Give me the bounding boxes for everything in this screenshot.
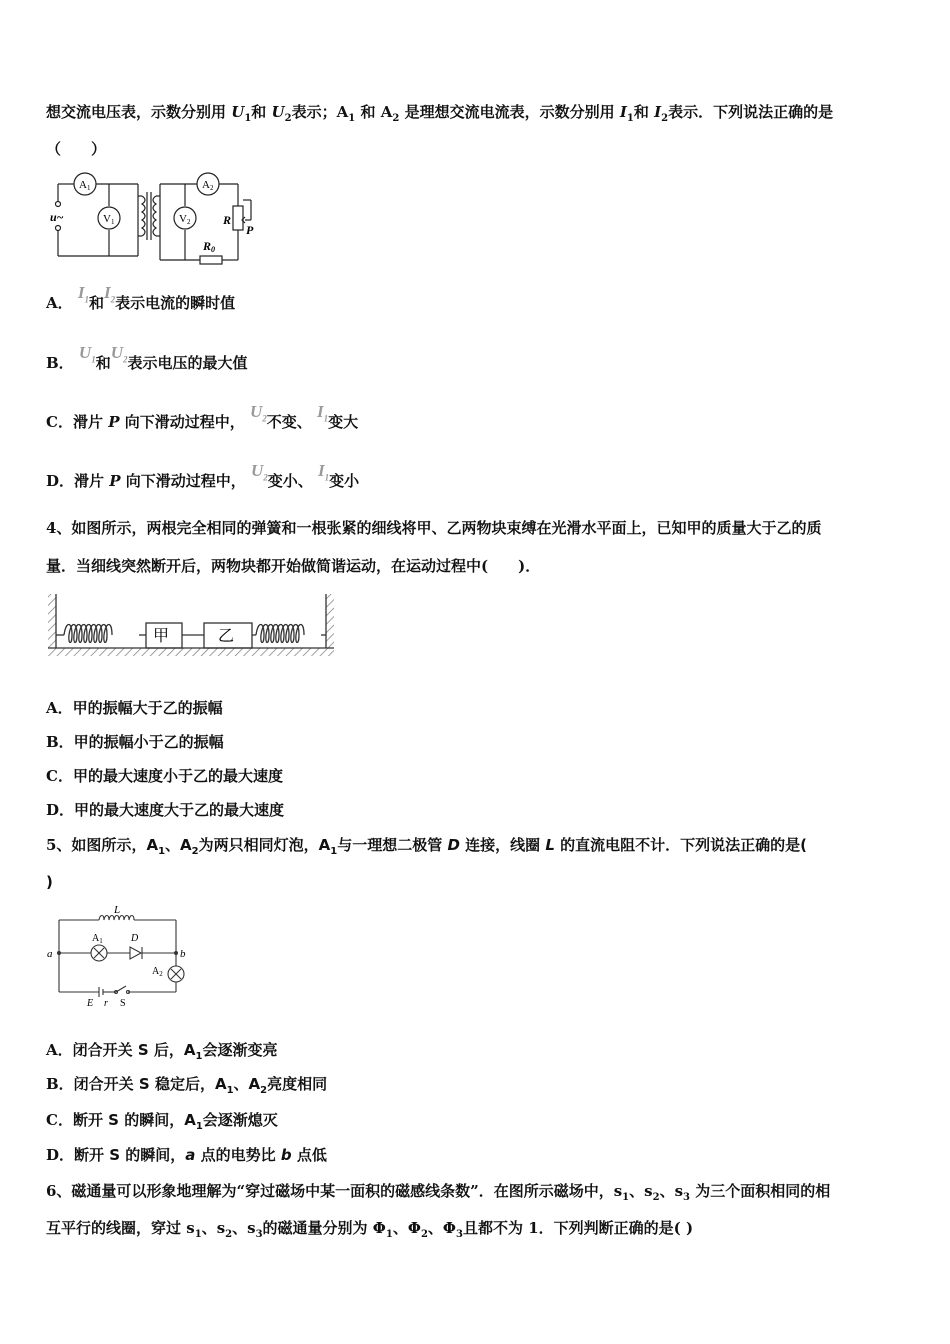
q3-option-c: C．滑片 P 向下滑动过程中， $U_2$不变、 $I_1$变大 [46, 402, 359, 431]
q4-line1: 4、如图所示，两根完全相同的弹簧和一根张紧的细线将甲、乙两物块束缚在光滑水平面上，已知甲的质量大于乙的质 [46, 519, 822, 537]
q4-option-a: A．甲的振幅大于乙的振幅 [46, 699, 223, 717]
slider-p-label: P [246, 223, 254, 237]
q5-close-paren: ) [46, 873, 53, 891]
lamp-a2-label: $A_2$ [152, 966, 163, 978]
q3-option-a: A． $I_1$和$I_2$表示电流的瞬时值 [46, 283, 236, 312]
q6-line2: 互平行的线圈，穿过 $s_1$、$s_2$、$s_3$的磁通量分别为 $\Phi_1$、$\Phi_2$、$\Phi_3$且都不为 1．下列判断正确的是( ) [46, 1219, 694, 1240]
u-label: u~ [50, 210, 64, 224]
ammeter-a1-label: A1 [79, 179, 91, 192]
lamp-a1-label: $A_1$ [92, 933, 103, 945]
point-b-label: b [180, 948, 186, 960]
emf-e-label: E [87, 998, 94, 1008]
q5-option-d: D．断开 S 的瞬间，a 点的电势比 b 点低 [46, 1146, 327, 1164]
coil-l-label: L [114, 904, 121, 916]
q3-bracket: （ ） [46, 140, 107, 158]
resistor-r0-label: R0 [203, 239, 216, 254]
q5-line1: 5、如图所示，$A_1$、$A_2$为两只相同灯泡，$A_1$与一理想二极管 D 连接，线圈 L 的直流电阻不计．下列说法正确的是( [46, 836, 808, 857]
q4-line2: 量．当细线突然断开后，两物块都开始做简谐运动，在运动过程中( )． [46, 557, 541, 575]
point-a-label: a [47, 948, 53, 960]
q4-option-d: D．甲的最大速度大于乙的最大速度 [46, 801, 285, 819]
ammeter-a2-label: A2 [202, 179, 214, 192]
q3-option-b: B． $U_1$和$U_2$表示电压的最大值 [46, 343, 248, 372]
q5-circuit-figure [44, 902, 192, 1008]
voltmeter-v2-label: V2 [179, 213, 191, 226]
block-jia-label: 甲 [153, 628, 170, 645]
q6-line1: 6、磁通量可以形象地理解为“穿过磁场中某一面积的磁感线条数”．在图所示磁场中，$s_1$、$s_2$、$s_3$ 为三个面积相同的相 [46, 1182, 831, 1203]
q3-line1: 想交流电压表，示数分别用 $U_1$和 $U_2$表示；$A_1$ 和 $A_2$ 是理想交流电流表，示数分别用 $I_1$和 $I_2$表示．下列说法正确的是 [46, 103, 834, 124]
q5-option-c: C．断开 S 的瞬间，$A_1$会逐渐熄灭 [46, 1111, 278, 1132]
diode-d-label: D [131, 933, 139, 944]
q5-option-b: B．闭合开关 S 稳定后，$A_1$、$A_2$亮度相同 [46, 1075, 328, 1096]
q5-option-a: A．闭合开关 S 后，$A_1$会逐渐变亮 [46, 1041, 278, 1062]
block-yi-label: 乙 [218, 628, 235, 645]
q4-spring-figure [46, 590, 338, 662]
switch-s-label: S [120, 998, 126, 1008]
resistor-r-label: R [223, 213, 232, 227]
q3-option-d: D．滑片 P 向下滑动过程中， $U_2$变小、 $I_1$变小 [46, 461, 360, 490]
voltmeter-v1-label: V1 [103, 213, 115, 226]
q4-option-b: B．甲的振幅小于乙的振幅 [46, 733, 224, 751]
resistance-r-label: r [104, 998, 108, 1008]
q4-option-c: C．甲的最大速度小于乙的最大速度 [46, 767, 283, 785]
q3-circuit-figure [46, 168, 266, 268]
